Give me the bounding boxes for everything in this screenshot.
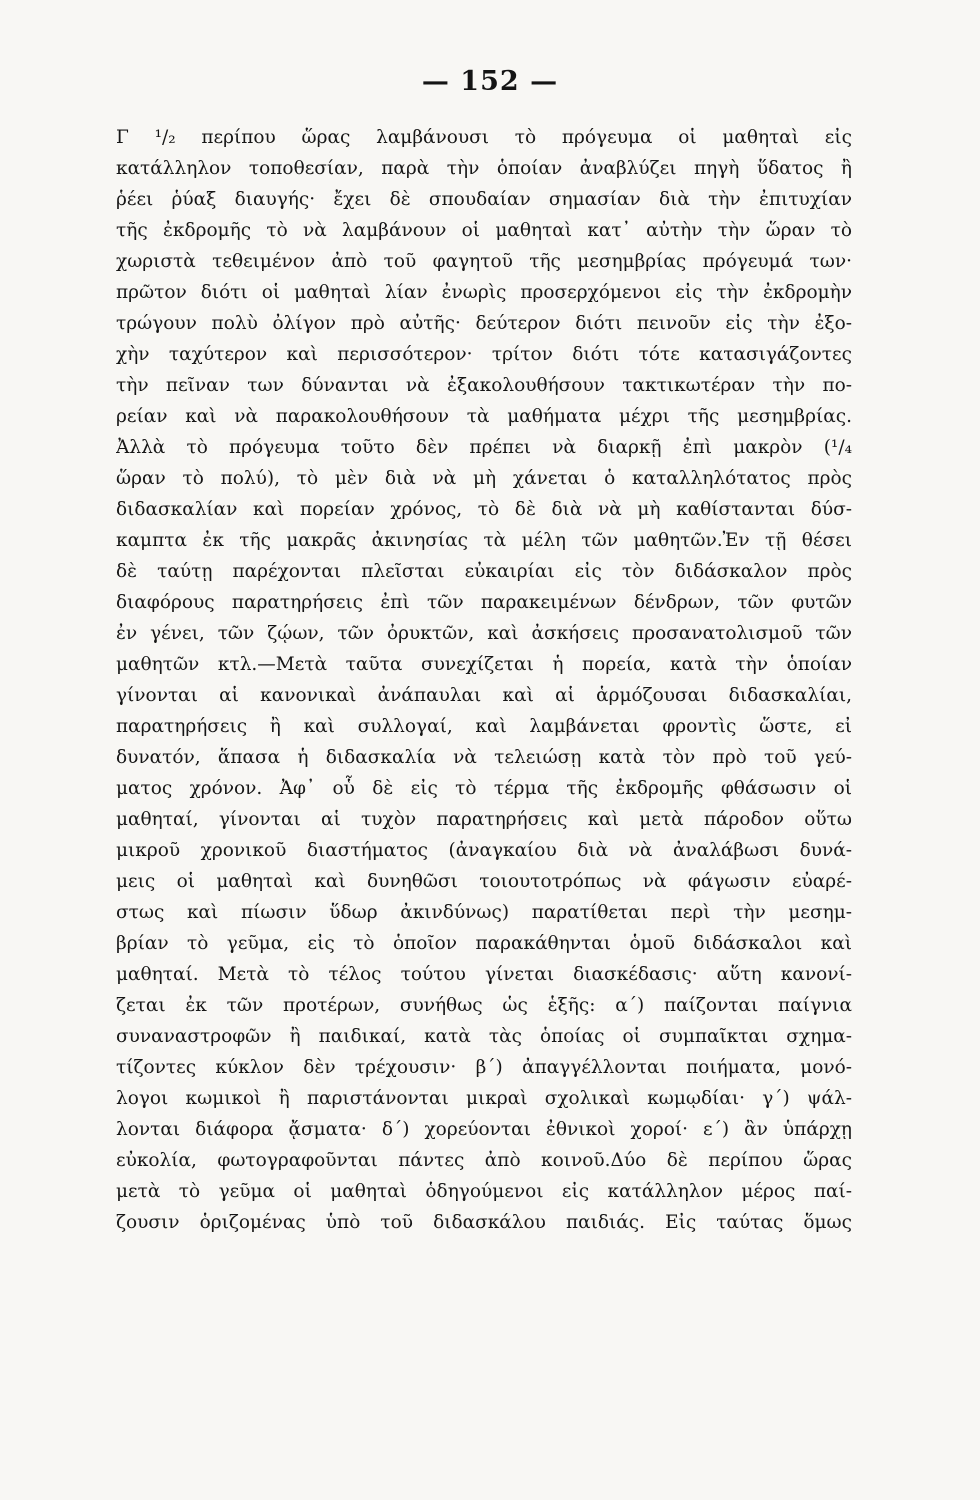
text-line: λογοι κωμικοὶ ἢ παριστάνονται μικραὶ σχολικαὶ κωμῳδίαι· γ΄) ψάλ- — [116, 1088, 852, 1109]
text-line: ζουσιν ὁριζομένας ὑπὸ τοῦ διδασκάλου παιδιάς. Εἰς ταύτας ὅμως — [116, 1212, 852, 1233]
text-line: ὥραν τὸ πολύ), τὸ μὲν διὰ νὰ μὴ χάνεται ὁ καταλληλότατος πρὸς — [116, 468, 852, 489]
text-line: διαφόρους παρατηρήσεις ἐπὶ τῶν παρακειμένων δένδρων, τῶν φυτῶν — [116, 592, 852, 613]
text-line: μαθητῶν κτλ.—Μετὰ ταῦτα συνεχίζεται ἡ πορεία, κατὰ τὴν ὁποίαν — [116, 654, 852, 675]
text-line: ζεται ἐκ τῶν προτέρων, συνήθως ὡς ἑξῆς: α΄) παίζονται παίγνια — [116, 995, 852, 1016]
text-line: μικροῦ χρονικοῦ διαστήματος (ἀναγκαίου διὰ νὰ ἀναλάβωσι δυνά- — [116, 840, 852, 861]
text-line: δὲ ταύτῃ παρέχονται πλεῖσται εὐκαιρίαι εἰς τὸν διδάσκαλον πρὸς — [116, 561, 852, 582]
text-line: ἐν γένει, τῶν ζῴων, τῶν ὀρυκτῶν, καὶ ἀσκήσεις προσανατολισμοῦ τῶν — [116, 623, 852, 644]
text-line: στως καὶ πίωσιν ὕδωρ ἀκινδύνως) παρατίθεται περὶ τὴν μεσημ- — [116, 902, 852, 923]
text-line: μαθηταί. Μετὰ τὸ τέλος τούτου γίνεται διασκέδασις· αὕτη κανονί- — [116, 964, 852, 985]
text-line: τῆς ἐκδρομῆς τὸ νὰ λαμβάνουν οἱ μαθηταὶ κατ᾽ αὐτὴν τὴν ὥραν τὸ — [116, 220, 852, 241]
text-line: ῥέει ῥύαξ διαυγής· ἔχει δὲ σπουδαίαν σημασίαν διὰ τὴν ἐπιτυχίαν — [116, 189, 852, 210]
text-line: διδασκαλίαν καὶ πορείαν χρόνος, τὸ δὲ διὰ νὰ μὴ καθίστανται δύσ- — [116, 499, 852, 520]
text-line: μεις οἱ μαθηταὶ καὶ δυνηθῶσι τοιουτοτρόπως νὰ φάγωσιν εὐαρέ- — [116, 871, 852, 892]
text-line: τρώγουν πολὺ ὀλίγον πρὸ αὐτῆς· δεύτερον διότι πεινοῦν εἰς τὴν ἐξο- — [116, 313, 852, 334]
text-line: Ἀλλὰ τὸ πρόγευμα τοῦτο δὲν πρέπει νὰ διαρκῇ ἐπὶ μακρὸν (¹/₄ — [116, 437, 852, 458]
text-line: βρίαν τὸ γεῦμα, εἰς τὸ ὁποῖον παρακάθηνται ὁμοῦ διδάσκαλοι καὶ — [116, 933, 852, 954]
body-text — [116, 122, 852, 1238]
text-line: ματος χρόνον. Ἀφ᾽ οὗ δὲ εἰς τὸ τέρμα τῆς ἐκδρομῆς φθάσωσιν οἱ — [116, 778, 852, 799]
text-line: μαθηταί, γίνονται αἱ τυχὸν παρατηρήσεις καὶ μετὰ πάροδον οὕτω — [116, 809, 852, 830]
text-line: Γ ¹/₂ περίπου ὥρας λαμβάνουσι τὸ πρόγευμα οἱ μαθηταὶ εἰς — [116, 127, 852, 148]
text-line: συναναστροφῶν ἢ παιδικαί, κατὰ τὰς ὁποίας οἱ συμπαῖκται σχημα- — [116, 1026, 852, 1047]
text-line: κατάλληλον τοποθεσίαν, παρὰ τὴν ὁποίαν ἀναβλύζει πηγὴ ὕδατος ἢ — [116, 158, 852, 179]
page-number: — 152 — — [421, 66, 559, 97]
text-line: ρείαν καὶ νὰ παρακολουθήσουν τὰ μαθήματα μέχρι τῆς μεσημβρίας. — [116, 406, 852, 427]
text-line: εὐκολία, φωτογραφοῦνται πάντες ἀπὸ κοινοῦ.Δύο δὲ περίπου ὥρας — [116, 1150, 852, 1171]
text-line: γίνονται αἱ κανονικαὶ ἀνάπαυλαι καὶ αἱ ἁρμόζουσαι διδασκαλίαι, — [116, 685, 852, 706]
text-line: καμπτα ἐκ τῆς μακρᾶς ἀκινησίας τὰ μέλη τῶν μαθητῶν.Ἐν τῇ θέσει — [116, 530, 852, 551]
text-line: παρατηρήσεις ἢ καὶ συλλογαί, καὶ λαμβάνεται φροντὶς ὥστε, εἰ — [116, 716, 852, 737]
text-line: λονται διάφορα ᾄσματα· δ΄) χορεύονται ἐθνικοὶ χοροί· ε΄) ἂν ὑπάρχῃ — [116, 1119, 852, 1140]
text-line: τίζοντες κύκλον δὲν τρέχουσιν· β΄) ἀπαγγέλλονται ποιήματα, μονό- — [116, 1057, 852, 1078]
text-line: δυνατόν, ἅπασα ἡ διδασκαλία νὰ τελειώσῃ κατὰ τὸν πρὸ τοῦ γεύ- — [116, 747, 852, 768]
text-line: πρῶτον διότι οἱ μαθηταὶ λίαν ἐνωρὶς προσερχόμενοι εἰς τὴν ἐκδρομὴν — [116, 282, 852, 303]
text-line: τὴν πεῖναν των δύνανται νὰ ἐξακολουθήσουν τακτικωτέραν τὴν πο- — [116, 375, 852, 396]
text-line: μετὰ τὸ γεῦμα οἱ μαθηταὶ ὁδηγούμενοι εἰς κατάλληλον μέρος παί- — [116, 1181, 852, 1202]
text-line: χὴν ταχύτερον καὶ περισσότερον· τρίτον διότι τότε κατασιγάζοντες — [116, 344, 852, 365]
text-line: χωριστὰ τεθειμένον ἀπὸ τοῦ φαγητοῦ τῆς μεσημβρίας πρόγευμά των· — [116, 251, 852, 272]
